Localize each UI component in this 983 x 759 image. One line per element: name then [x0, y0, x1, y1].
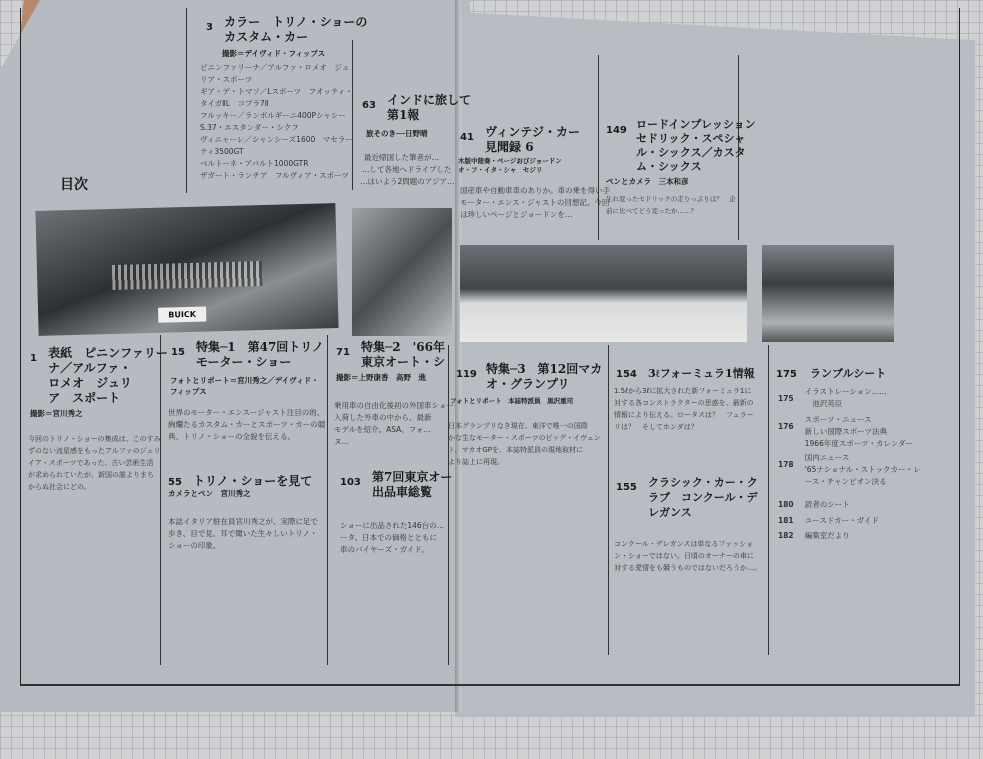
article-body: 乗用車の自由化後初の外国車ショー 入荷した外車の中から、最新 モデルを紹介。ASA、フォ… ヌ… — [334, 401, 454, 446]
snippet: モーター・エンス・ジャストの回想記。今回 — [460, 198, 610, 207]
article-credit: 木版中陸奏・ページおびジョードン オ・フ・イタ・シャ セジリ — [458, 157, 562, 174]
article-title: 表紙 ピニンファリー ナ／アルファ・ ロメオ ジュリ ア スポート — [48, 346, 168, 405]
list-page: 180 — [778, 500, 794, 509]
snippet: は珍しいページとジョードンを… — [460, 210, 573, 219]
list-label: スポーツ・ニュース 新しい国際スポーツ法典 1966年度スポーツ・カレンダー — [804, 415, 914, 448]
article-title: インドに旅して 第1報 — [387, 93, 472, 122]
article-title: 特集─2 '66年 東京オート・シ — [361, 340, 446, 369]
article-body: 日本グランプリなき現在、東洋で唯一の国際 かな生なモーター・スポーツのビッグ・イヴェン ト、マカオGPを、本誌特派員の現地取材に より誌上に再現。 — [448, 422, 601, 466]
list-page: 178 — [778, 460, 794, 469]
article-41[interactable] — [460, 125, 580, 155]
article-body: 1.5ℓから3ℓに拡大された新フォーミュラ1に 対する各コンストラクターの思惑を、最新の 情報により伝える。ロータスは？ フェラー リは？ そしてホンダは？ — [614, 387, 754, 431]
page-number: 71 — [336, 347, 350, 358]
list-item[interactable] — [778, 523, 850, 542]
article-credit: カメラとペン 宮川秀之 — [168, 489, 251, 498]
list-item[interactable] — [778, 452, 920, 488]
article-154[interactable] — [616, 362, 755, 381]
article-credit: 撮影＝宮川秀之 — [30, 409, 83, 418]
article-credit: 撮影＝デイヴィド・フィップス — [222, 49, 326, 58]
page-number: 63 — [362, 100, 376, 111]
article-119[interactable] — [456, 362, 602, 392]
article-103[interactable] — [340, 470, 452, 500]
article-body: ショーに出品された146台の… ータ、日本での価格とともに 車のバイヤーズ・ガイド。 — [340, 521, 445, 554]
article-credit: 撮影＝上野康香 高野 進 — [336, 373, 426, 382]
article-title: 第7回東京オー 出品車総覧 — [371, 470, 453, 499]
col-divider-1 — [186, 8, 187, 193]
article-body: 本誌イタリア駐在員宮川秀之が、実際に足で 歩き、目で見、耳で聞いた生々しいトリノ・ ショーの印象。 — [168, 517, 318, 550]
article-title: ヴィンテジ・カー 見聞録 6 — [485, 125, 581, 154]
list-page: 175 — [778, 394, 794, 403]
snippet: 国産車や自動車車のありか。車の乗を得い手 — [460, 186, 610, 195]
photo-macao — [460, 245, 747, 342]
top-divider — [20, 684, 960, 686]
article-71[interactable] — [336, 340, 445, 370]
article-title: カラー トリノ・ショーの カスタム・カー — [224, 15, 368, 44]
col-divider-b5 — [768, 345, 769, 655]
page-number: 3 — [206, 22, 213, 33]
toc-title: 目次 — [60, 177, 88, 193]
article-title: 特集─3 第12回マカ オ・グランプリ — [485, 362, 603, 391]
page-number: 175 — [776, 369, 797, 380]
photo-show-car — [352, 208, 452, 336]
photo-vintage-car — [762, 245, 894, 342]
article-63[interactable] — [362, 93, 471, 123]
article-body: 今回のトリノ・ショーの集成は、このすみ ずのない流星感をもったアルファのジュリ イア・スポーツであった。古い芸術生活 が求められていたが、新国の誰よりまち からぬ社会にどの。 — [28, 435, 161, 491]
list-label: 編集室だより — [804, 531, 850, 540]
list-page: 176 — [778, 422, 794, 431]
article-body: コンクール・デレガンスは単なるファッショ ン・ショーではない。日頃のオーナーの車に 対する愛情をも競うものではないだろうか…。 — [614, 540, 761, 572]
snippet: …はいよう2問題のアジア… — [360, 177, 455, 186]
page-number: 154 — [616, 369, 637, 380]
page-number: 15 — [171, 347, 185, 358]
page-number: 103 — [340, 477, 361, 488]
page-number: 119 — [456, 369, 477, 380]
list-item[interactable] — [778, 414, 913, 450]
article-body: 世界のモーター・エンスージャスト注目の的、 絢爛たるカスタム・カーとスポーツ・カーの競 典、トリノ・ショーの全貌を伝える。 — [168, 408, 326, 441]
list-label: イラストレーション…… 池沢英臣 — [804, 387, 887, 408]
article-55[interactable] — [168, 470, 312, 489]
list-label: ユースドカー・ガイド — [804, 516, 879, 525]
article-body: 生れ変ったセドリックの走りっぷりは？ 企 前に比べてどう変ったか……？ — [606, 195, 736, 215]
article-149[interactable] — [606, 118, 756, 174]
article-3[interactable] — [206, 15, 367, 45]
photo-buick — [35, 203, 338, 336]
snippet: 最近帰国した筆者が… — [364, 153, 439, 162]
page-number: 155 — [616, 482, 637, 493]
list-label: 読者のシート — [804, 500, 850, 509]
article-title: ランブルシート — [809, 367, 887, 380]
article-title: 3ℓフォーミュラ1情報 — [647, 367, 755, 380]
article-credit: ペンとカメラ 三本和彦 — [606, 177, 689, 186]
list-label: 国内ニュース '65ナショナル・ストックカー・レ ース・チャンピオン決る — [804, 453, 921, 486]
list-page: 181 — [778, 516, 794, 525]
page-number: 41 — [460, 132, 474, 143]
page-number: 149 — [606, 125, 627, 136]
article-175[interactable] — [776, 362, 886, 381]
article-title: ロードインプレッション セドリック・スペシャ ル・シックス／カスタ ム・シックス — [635, 118, 756, 173]
license-plate: BUICK — [158, 307, 206, 323]
list-page: 182 — [778, 531, 794, 540]
col-divider-b2 — [327, 335, 328, 665]
col-divider-b4 — [608, 345, 609, 655]
page-number: 55 — [168, 477, 182, 488]
article-credit: 旅そのき──日野晴 — [366, 129, 428, 138]
col-divider-3 — [598, 55, 599, 240]
article-credit: フォトとリポート 本誌特派員 黒沢重司 — [450, 397, 574, 405]
list-item[interactable] — [778, 386, 887, 410]
article-body: ピニンファリーナ／アルファ・ロメオ ジュ リア・スポーツ ギア・デ・トマソ／Lスポーツ フオッティ・ タイガⅡL コブラ7Ⅱ フルッキー／ランボルギーニ400Pシャシー S.37・エスタンダー・シクフ ヴィニャーレ／シャンシーズ1600 マセラー ティ3500GT ベルトーネ・アバルト1000GTR ザガート・ランチア フルヴィア・スポーツ — [200, 63, 353, 180]
article-title: クラシック・カー・ク ラブ コンクール・デ レガンス — [647, 476, 758, 519]
page-number: 1 — [30, 353, 37, 364]
article-155[interactable] — [616, 475, 758, 520]
article-credit: フォトとリポート＝宮川秀之／デイヴィド・ フィップス — [170, 376, 319, 396]
article-title: トリノ・ショーを見て — [193, 474, 313, 488]
article-1[interactable] — [30, 346, 168, 406]
snippet: …して各地へドライブした — [362, 165, 452, 174]
article-15[interactable] — [171, 340, 324, 370]
col-divider-b3 — [448, 345, 449, 665]
article-title: 特集─1 第47回トリノ モーター・ショー — [196, 340, 324, 369]
